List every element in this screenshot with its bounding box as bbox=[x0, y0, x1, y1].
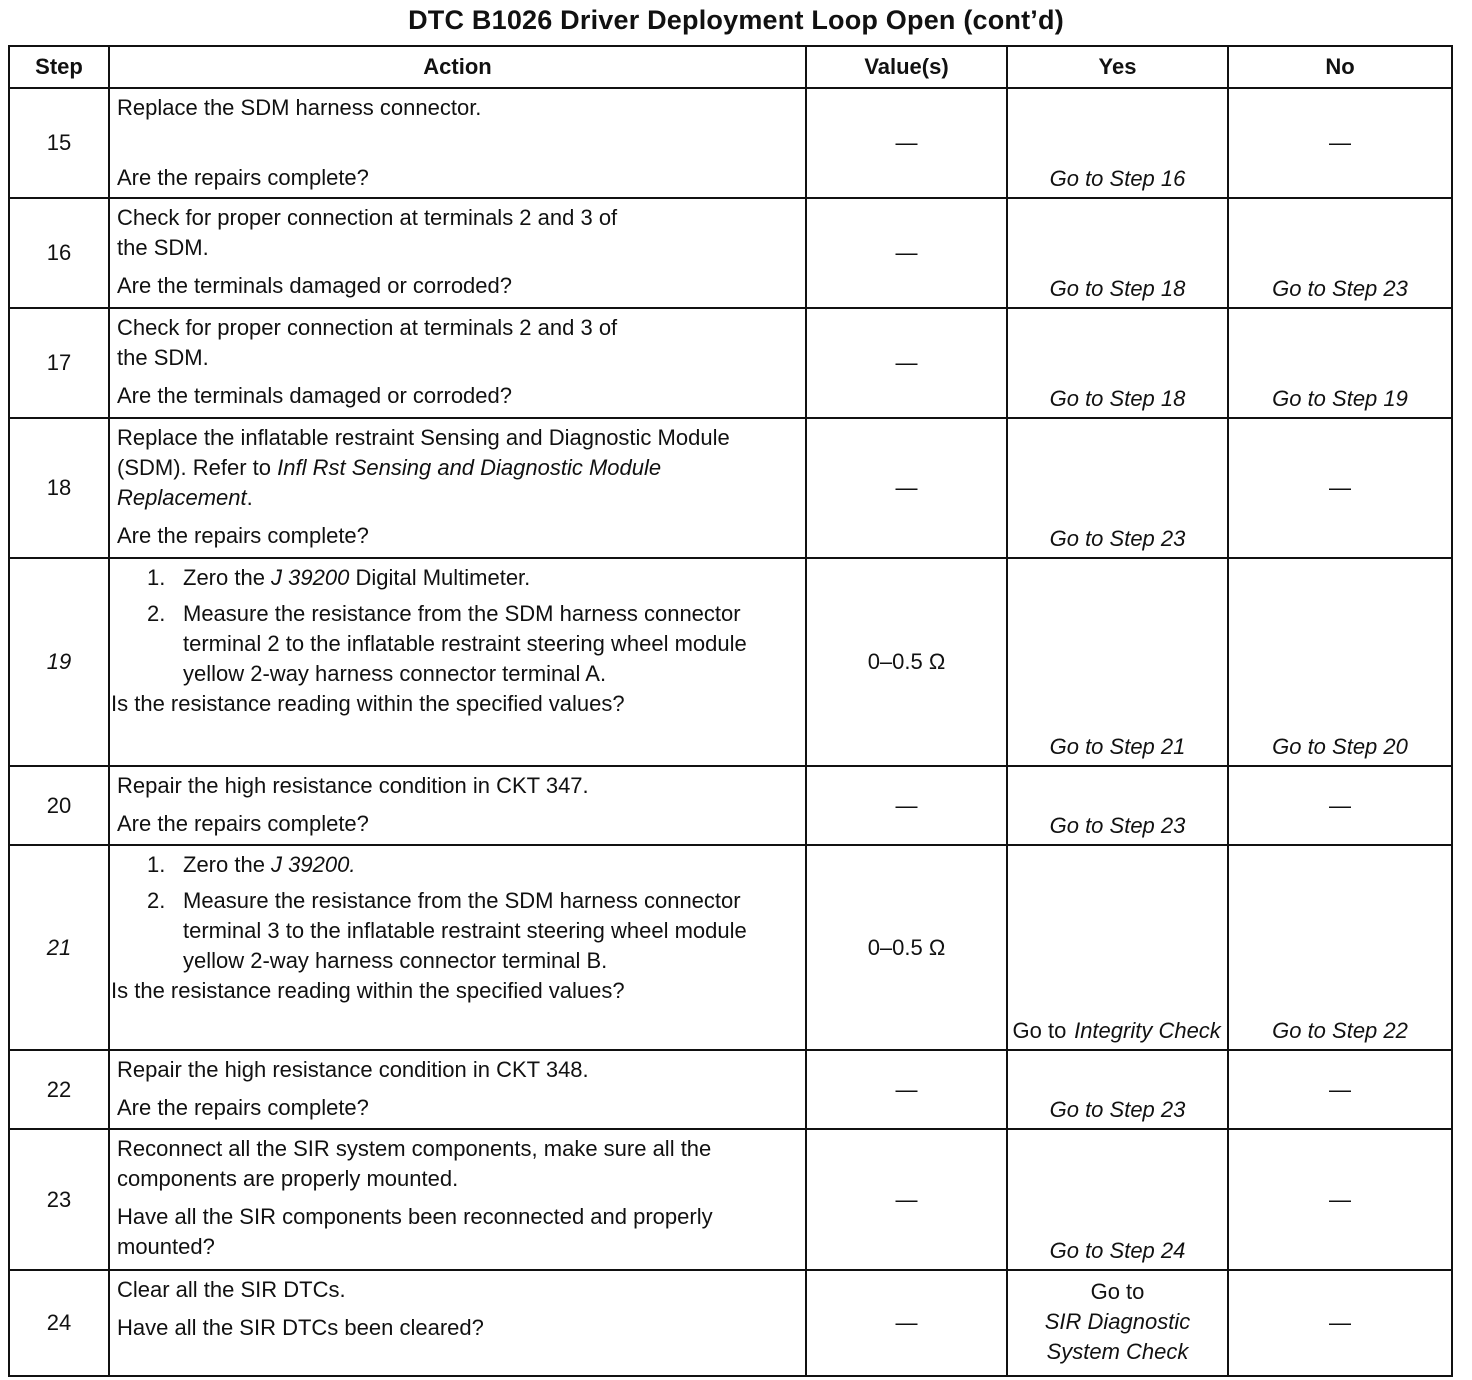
table-row-step-19 bbox=[9, 558, 1452, 766]
action-question: Have all the SIR DTCs been cleared? bbox=[117, 1315, 484, 1340]
step-number: 17 bbox=[9, 308, 109, 418]
value-cell: — bbox=[806, 766, 1007, 845]
tool-reference: J 39200. bbox=[271, 852, 356, 877]
list-item-text: Zero the bbox=[183, 852, 272, 877]
table-row-step-21 bbox=[9, 845, 1452, 1050]
value-cell: — bbox=[806, 1129, 1007, 1270]
action-text-line-2: the SDM. bbox=[117, 235, 209, 260]
no-cell: Go to Step 23 bbox=[1228, 198, 1452, 308]
action-text bbox=[117, 423, 799, 513]
action-question: Is the resistance reading within the specified values? bbox=[111, 978, 625, 1003]
step-number: 20 bbox=[9, 766, 109, 845]
no-cell: — bbox=[1228, 1129, 1452, 1270]
yes-cell bbox=[1007, 845, 1228, 1050]
list-item bbox=[147, 563, 799, 593]
yes-cell: Go to Step 23 bbox=[1007, 766, 1228, 845]
no-cell: — bbox=[1228, 1050, 1452, 1129]
procedure-list bbox=[117, 563, 799, 689]
action-text: Repair the high resistance condition in CKT 347. bbox=[117, 773, 589, 798]
step-number: 22 bbox=[9, 1050, 109, 1129]
yes-cell bbox=[1007, 1270, 1228, 1376]
action-cell bbox=[109, 1270, 806, 1376]
no-cell: Go to Step 19 bbox=[1228, 308, 1452, 418]
table-row-step-22 bbox=[9, 1050, 1452, 1129]
step-number: 24 bbox=[9, 1270, 109, 1376]
step-number: 21 bbox=[9, 845, 109, 1050]
header-action: Action bbox=[109, 46, 806, 88]
value-cell: — bbox=[806, 88, 1007, 198]
action-text-end: . bbox=[246, 485, 253, 510]
tool-reference: J 39200 bbox=[271, 565, 350, 590]
yes-cell: Go to Step 18 bbox=[1007, 308, 1228, 418]
value-cell: — bbox=[806, 418, 1007, 558]
no-cell: Go to Step 22 bbox=[1228, 845, 1452, 1050]
table-row-step-24 bbox=[9, 1270, 1452, 1376]
yes-cell: Go to Step 21 bbox=[1007, 558, 1228, 766]
table-row-step-17 bbox=[9, 308, 1452, 418]
yes-cell: Go to Step 23 bbox=[1007, 1050, 1228, 1129]
procedure-list bbox=[117, 850, 799, 976]
action-cell bbox=[109, 558, 806, 766]
header-values: Value(s) bbox=[806, 46, 1007, 88]
list-item-number: 1. bbox=[147, 852, 166, 877]
value-cell: 0–0.5 Ω bbox=[806, 558, 1007, 766]
action-text-line-1: Check for proper connection at terminals 2 and 3 of bbox=[117, 205, 618, 230]
table-row-step-16 bbox=[9, 198, 1452, 308]
action-text: Replace the SDM harness connector. bbox=[117, 95, 482, 120]
action-cell bbox=[109, 1129, 806, 1270]
value-cell: — bbox=[806, 1050, 1007, 1129]
value-cell: 0–0.5 Ω bbox=[806, 845, 1007, 1050]
action-question: Have all the SIR components been reconnected and properly mounted? bbox=[117, 1204, 713, 1259]
list-item-text: Zero the bbox=[183, 565, 272, 590]
header-yes: Yes bbox=[1007, 46, 1228, 88]
sir-diagnostic-check-reference: SIR Diagnostic System Check bbox=[1044, 1308, 1191, 1364]
integrity-check-reference: Integrity Check bbox=[1074, 1018, 1221, 1043]
value-cell: — bbox=[806, 198, 1007, 308]
value-cell: — bbox=[806, 308, 1007, 418]
header-row bbox=[9, 46, 1452, 88]
list-item-text: Measure the resistance from the SDM harness connector terminal 2 to the inflatable restraint steering wheel module yellow 2-way harness connector terminal A. bbox=[183, 601, 747, 686]
action-question: Is the resistance reading within the specified values? bbox=[111, 691, 625, 716]
step-number: 19 bbox=[9, 558, 109, 766]
no-cell: — bbox=[1228, 88, 1452, 198]
action-question: Are the repairs complete? bbox=[117, 1095, 369, 1120]
yes-cell: Go to Step 18 bbox=[1007, 198, 1228, 308]
action-question: Are the repairs complete? bbox=[117, 165, 369, 190]
no-cell: — bbox=[1228, 1270, 1452, 1376]
action-text-main: Replace the inflatable restraint Sensing and Diagnostic Module (SDM). Refer to bbox=[117, 425, 730, 480]
action-cell bbox=[109, 198, 806, 308]
list-item bbox=[147, 886, 799, 976]
step-number: 18 bbox=[9, 418, 109, 558]
action-cell bbox=[109, 308, 806, 418]
action-reference: Infl Rst Sensing and Diagnostic Module Replacement bbox=[117, 455, 662, 510]
page-title: DTC B1026 Driver Deployment Loop Open (cont’d) bbox=[408, 5, 1064, 35]
action-question: Are the terminals damaged or corroded? bbox=[117, 383, 512, 408]
list-item bbox=[147, 599, 799, 689]
step-number: 15 bbox=[9, 88, 109, 198]
list-item-number: 2. bbox=[147, 888, 166, 913]
action-text: Repair the high resistance condition in CKT 348. bbox=[117, 1057, 589, 1082]
list-item-text-end: Digital Multimeter. bbox=[349, 565, 531, 590]
action-cell bbox=[109, 88, 806, 198]
action-text-line-1: Check for proper connection at terminals 2 and 3 of bbox=[117, 315, 618, 340]
yes-cell: Go to Step 23 bbox=[1007, 418, 1228, 558]
table-row-step-23 bbox=[9, 1129, 1452, 1270]
action-text: Clear all the SIR DTCs. bbox=[117, 1277, 346, 1302]
action-question: Are the repairs complete? bbox=[117, 523, 369, 548]
step-number: 23 bbox=[9, 1129, 109, 1270]
action-cell bbox=[109, 845, 806, 1050]
action-cell bbox=[109, 418, 806, 558]
yes-text: Go to bbox=[1090, 1278, 1145, 1304]
yes-cell: Go to Step 24 bbox=[1007, 1129, 1228, 1270]
yes-cell: Go to Step 16 bbox=[1007, 88, 1228, 198]
header-no: No bbox=[1228, 46, 1452, 88]
table-row-step-18 bbox=[9, 418, 1452, 558]
no-cell: Go to Step 20 bbox=[1228, 558, 1452, 766]
list-item bbox=[147, 850, 799, 880]
list-item-number: 1. bbox=[147, 565, 166, 590]
no-cell: — bbox=[1228, 418, 1452, 558]
step-number: 16 bbox=[9, 198, 109, 308]
action-question: Are the repairs complete? bbox=[117, 811, 369, 836]
header-step: Step bbox=[9, 46, 109, 88]
table-row-step-15 bbox=[9, 88, 1452, 198]
action-text-line-2: the SDM. bbox=[117, 345, 209, 370]
list-item-text: Measure the resistance from the SDM harness connector terminal 3 to the inflatable restraint steering wheel module yellow 2-way harness connector terminal B. bbox=[183, 888, 747, 973]
yes-text: Go to bbox=[1012, 1018, 1073, 1043]
action-question: Are the terminals damaged or corroded? bbox=[117, 273, 512, 298]
action-text: Reconnect all the SIR system components, make sure all the components are properly mounted. bbox=[117, 1136, 712, 1191]
action-cell bbox=[109, 1050, 806, 1129]
value-cell: — bbox=[806, 1270, 1007, 1376]
action-cell bbox=[109, 766, 806, 845]
list-item-number: 2. bbox=[147, 601, 166, 626]
table-row-step-20 bbox=[9, 766, 1452, 845]
no-cell: — bbox=[1228, 766, 1452, 845]
diagnostic-table bbox=[8, 45, 1453, 1377]
